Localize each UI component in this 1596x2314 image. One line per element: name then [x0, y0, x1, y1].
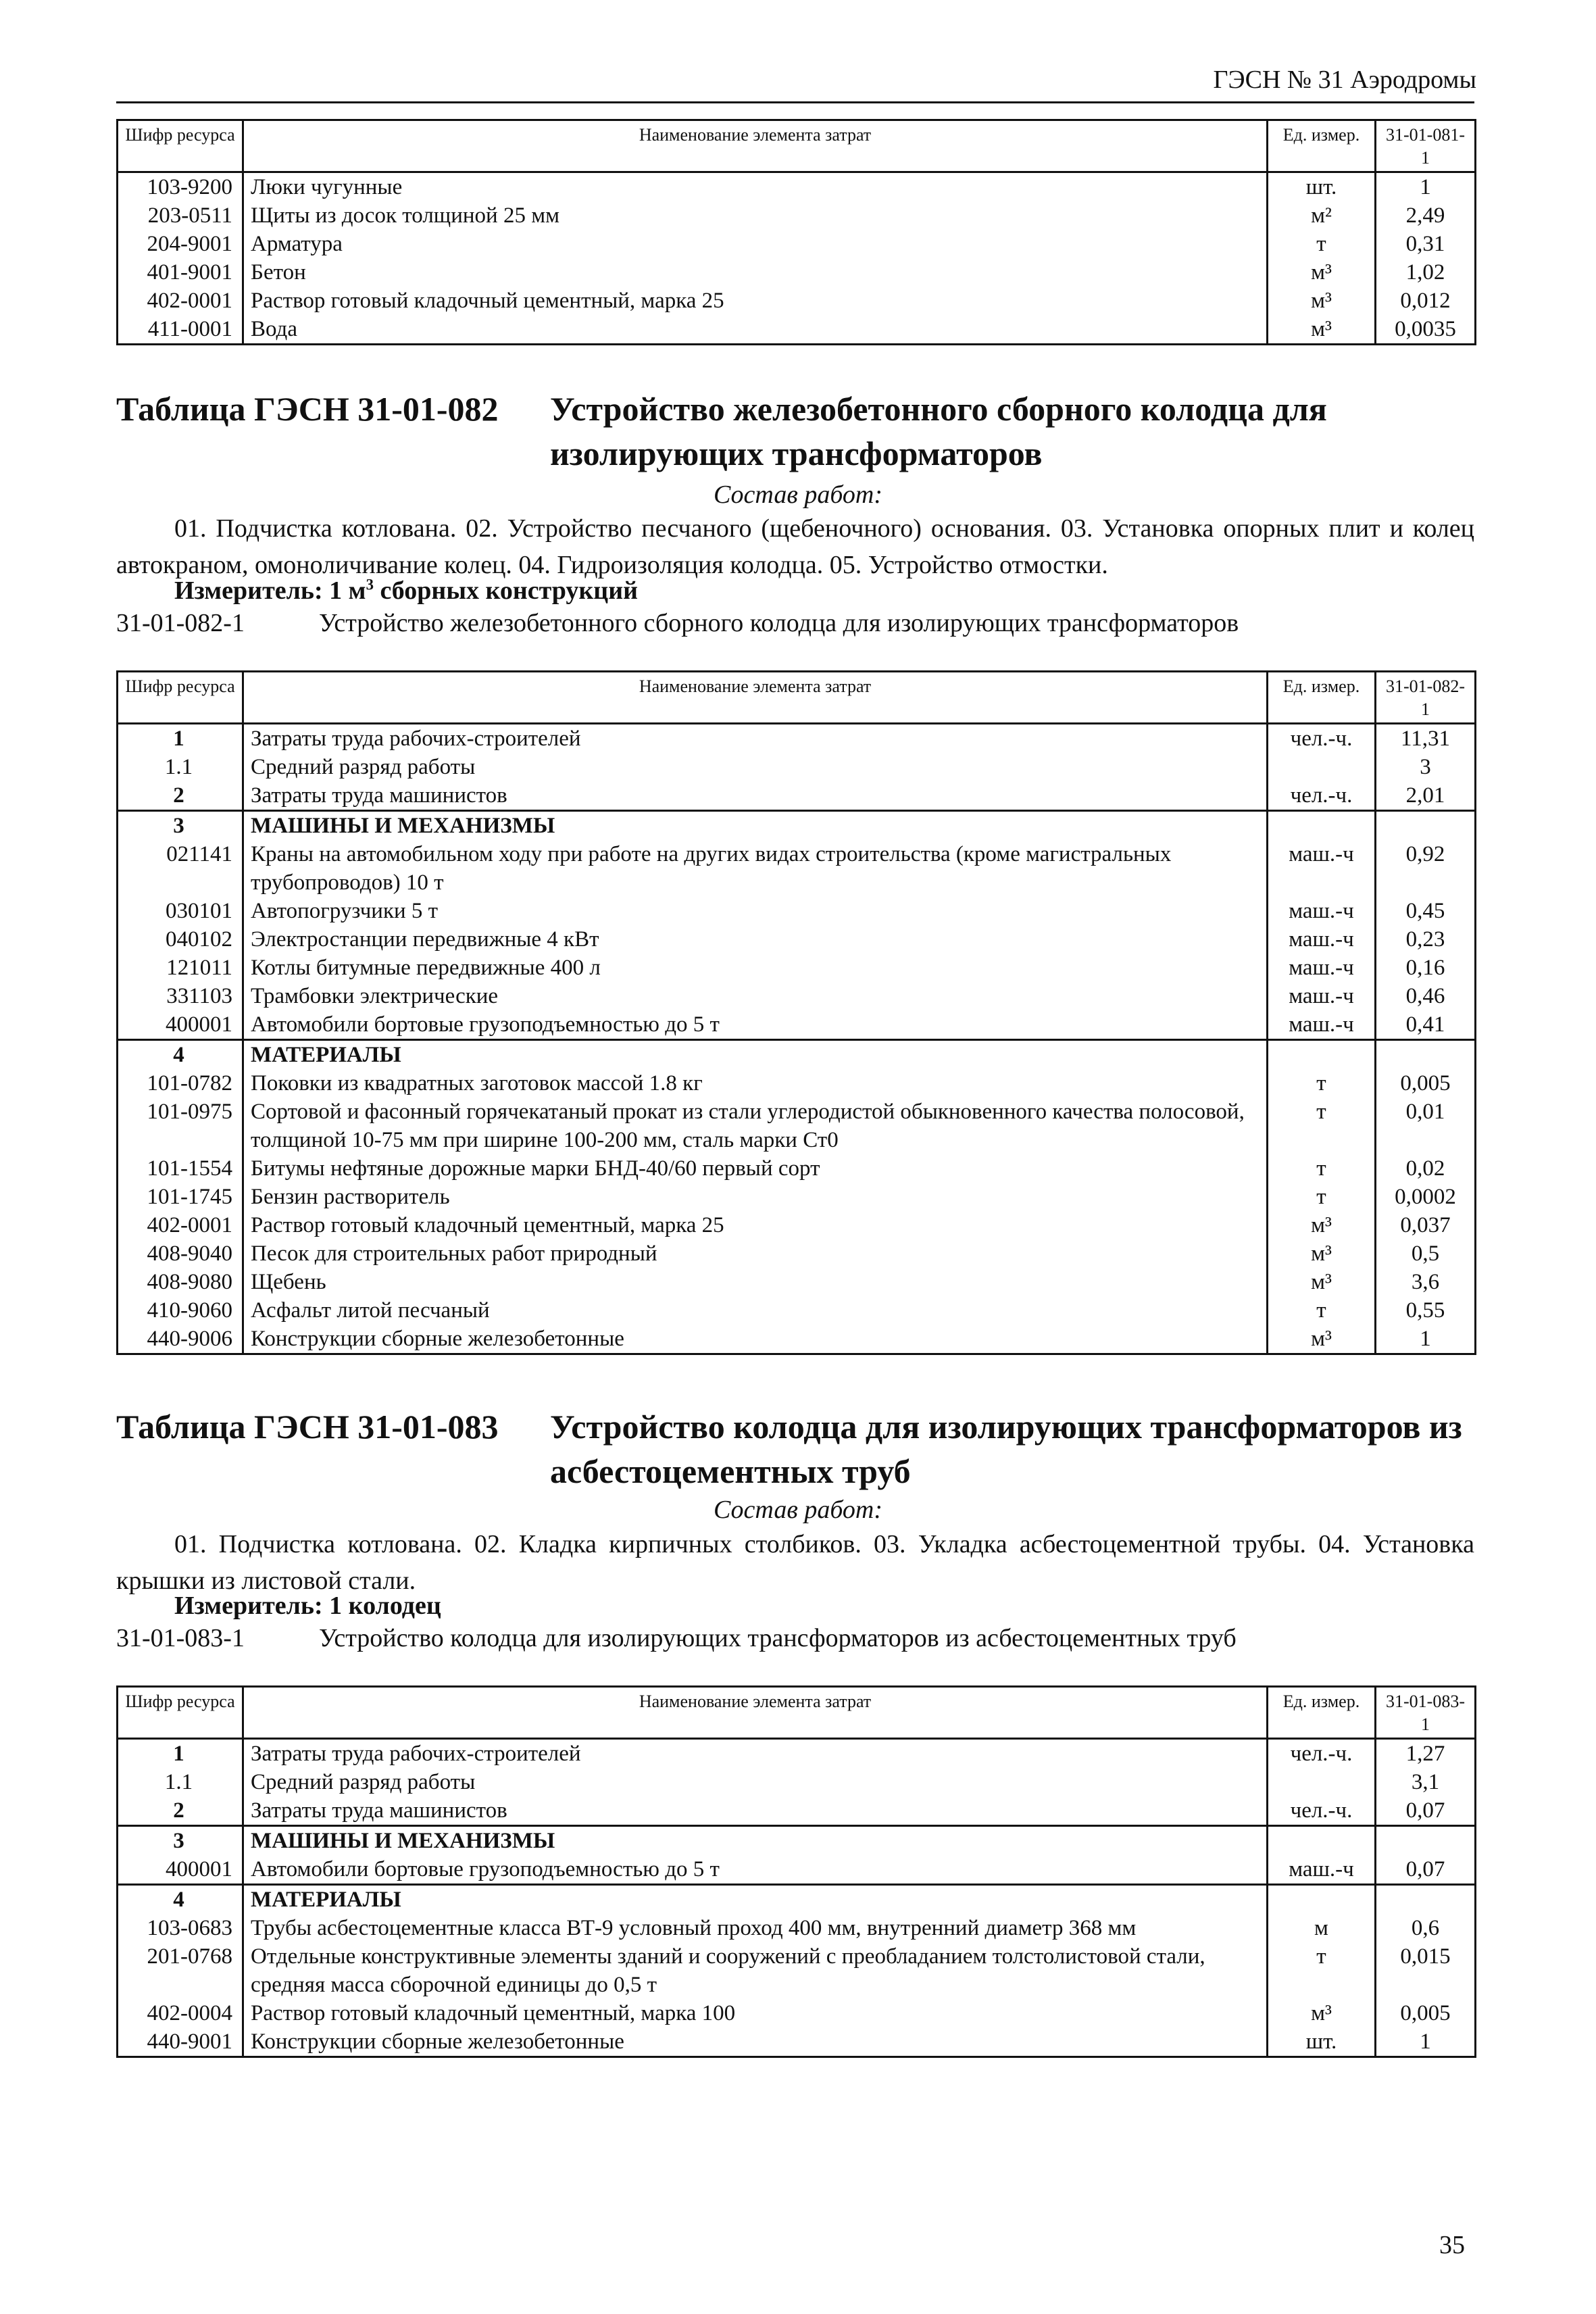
cell-value: 1 — [1376, 172, 1476, 202]
table-row — [118, 1739, 1476, 1769]
cell-value — [1376, 811, 1476, 841]
cell-unit: м³ — [1268, 258, 1376, 287]
cell-name: Котлы битумные передвижные 400 л — [243, 954, 1268, 982]
table-row — [118, 1826, 1476, 1856]
cell-unit: м³ — [1268, 1239, 1376, 1268]
cell-code: 402-0004 — [118, 1999, 243, 2027]
cell-value: 0,005 — [1376, 1999, 1476, 2027]
cell-code: 4 — [118, 1040, 243, 1070]
table-header-row — [118, 672, 1476, 724]
cell-value: 11,31 — [1376, 724, 1476, 754]
header-unit: Ед. измер. — [1268, 1687, 1376, 1739]
table-row — [118, 1069, 1476, 1098]
cell-name: Отдельные конструктивные элементы зданий и сооружений с преобладанием толстолистовой стали, средняя масса сборочной единицы до 0,5 т — [243, 1942, 1268, 1999]
header-item-code: 31-01-082-1 — [1376, 672, 1476, 724]
cell-name: Арматура — [243, 230, 1268, 258]
cell-name: Раствор готовый кладочный цементный, марка 25 — [243, 1211, 1268, 1239]
cell-code: 021141 — [118, 840, 243, 897]
cell-name: Песок для строительных работ природный — [243, 1239, 1268, 1268]
cell-unit: маш.-ч — [1268, 925, 1376, 954]
cell-code: 2 — [118, 1796, 243, 1826]
cell-value: 1 — [1376, 1325, 1476, 1354]
cell-code: 1 — [118, 1739, 243, 1769]
cell-unit — [1268, 1768, 1376, 1796]
table-row — [118, 925, 1476, 954]
cell-code: 204-9001 — [118, 230, 243, 258]
cell-code: 408-9080 — [118, 1268, 243, 1296]
cell-name: Затраты труда рабочих-строителей — [243, 1739, 1268, 1769]
header-rule — [116, 101, 1474, 103]
table-row — [118, 724, 1476, 754]
cell-value: 0,31 — [1376, 230, 1476, 258]
section-082-work-label: Состав работ: — [713, 481, 883, 509]
cell-name: Краны на автомобильном ходу при работе на других видах строительства (кроме магистральных трубопроводов) 10 т — [243, 840, 1268, 897]
section-082-item-name: Устройство железобетонного сборного колодца для изолирующих трансформаторов — [319, 609, 1239, 637]
cell-code: 408-9040 — [118, 1239, 243, 1268]
section-083-item-name: Устройство колодца для изолирующих трансформаторов из асбестоцементных труб — [319, 1624, 1237, 1652]
cell-unit: маш.-ч — [1268, 982, 1376, 1010]
cell-name: Автомобили бортовые грузоподъемностью до 5 т — [243, 1855, 1268, 1885]
cell-value: 1 — [1376, 2027, 1476, 2057]
cell-unit — [1268, 1826, 1376, 1856]
header-name: Наименование элемента затрат — [243, 1687, 1268, 1739]
cell-code: 101-1554 — [118, 1154, 243, 1183]
cell-unit: шт. — [1268, 172, 1376, 202]
table-row — [118, 1855, 1476, 1885]
cell-value — [1376, 1040, 1476, 1070]
section-082-measure: Измеритель: 1 $м^3$ сборных конструкций — [174, 576, 638, 605]
table-row — [118, 315, 1476, 345]
cell-unit: маш.-ч — [1268, 954, 1376, 982]
header-unit: Ед. измер. — [1268, 120, 1376, 172]
cell-value: 0,07 — [1376, 1796, 1476, 1826]
section-082-item-code: 31-01-082-1 — [116, 609, 245, 637]
cell-unit: т — [1268, 1942, 1376, 1999]
section-083-title: Устройство колодца для изолирующих трансформаторов из асбестоцементных труб — [550, 1408, 1462, 1490]
cell-code: 440-9006 — [118, 1325, 243, 1354]
cell-name: Затраты труда рабочих-строителей — [243, 724, 1268, 754]
cell-value: 0,015 — [1376, 1942, 1476, 1999]
header-item-code: 31-01-083-1 — [1376, 1687, 1476, 1739]
section-082-title: Устройство железобетонного сборного колодца для изолирующих трансформаторов — [550, 390, 1327, 472]
cell-name: Средний разряд работы — [243, 753, 1268, 781]
cell-name: Средний разряд работы — [243, 1768, 1268, 1796]
table-row — [118, 1040, 1476, 1070]
cell-value: 1,27 — [1376, 1739, 1476, 1769]
table-header-row — [118, 120, 1476, 172]
cell-value: 0,16 — [1376, 954, 1476, 982]
table-row — [118, 1268, 1476, 1296]
cell-value: 0,0035 — [1376, 315, 1476, 345]
section-083-item — [116, 1623, 1474, 1653]
cell-name: Раствор готовый кладочный цементный, марка 100 — [243, 1999, 1268, 2027]
table-row — [118, 954, 1476, 982]
cell-unit: т — [1268, 1183, 1376, 1211]
cell-value: 3 — [1376, 753, 1476, 781]
cell-code: 203-0511 — [118, 201, 243, 230]
cell-name: МАТЕРИАЛЫ — [243, 1885, 1268, 1915]
cell-value: 0,005 — [1376, 1069, 1476, 1098]
cell-code: 1 — [118, 724, 243, 754]
section-082-work-body: 01. Подчистка котлована. 02. Устройство песчаного (щебеночного) основания. 03. Установка опорных плит и колец автокраном, омоноличивание колец. 04. Гидроизоляция колодца. 05. Устройство отмостки. — [116, 514, 1474, 579]
table-row — [118, 258, 1476, 287]
cell-unit: т — [1268, 1069, 1376, 1098]
cell-unit: м³ — [1268, 315, 1376, 345]
cell-name: Асфальт литой песчаный — [243, 1296, 1268, 1325]
cell-code: 3 — [118, 811, 243, 841]
cell-unit: маш.-ч — [1268, 1010, 1376, 1040]
resource-table-081 — [116, 119, 1476, 345]
cell-value: 0,45 — [1376, 897, 1476, 925]
section-082-code: Таблица ГЭСН 31-01-082 — [116, 390, 499, 428]
cell-name: Вода — [243, 315, 1268, 345]
cell-code: 201-0768 — [118, 1942, 243, 1999]
cell-unit: м — [1268, 1914, 1376, 1942]
cell-name: МАШИНЫ И МЕХАНИЗМЫ — [243, 811, 1268, 841]
table-row — [118, 1325, 1476, 1354]
page-number: 35 — [1439, 2231, 1465, 2259]
cell-code: 101-0782 — [118, 1069, 243, 1098]
table-row — [118, 1239, 1476, 1268]
cell-code: 331103 — [118, 982, 243, 1010]
cell-unit: т — [1268, 1296, 1376, 1325]
cell-unit: м³ — [1268, 1211, 1376, 1239]
cell-value: 0,037 — [1376, 1211, 1476, 1239]
table-row — [118, 1010, 1476, 1040]
cell-value: 1,02 — [1376, 258, 1476, 287]
table-row — [118, 1183, 1476, 1211]
table-row — [118, 287, 1476, 315]
cell-name: Поковки из квадратных заготовок массой 1.8 кг — [243, 1069, 1268, 1098]
cell-value: 0,23 — [1376, 925, 1476, 954]
cell-name: Автопогрузчики 5 т — [243, 897, 1268, 925]
header-item-code: 31-01-081-1 — [1376, 120, 1476, 172]
cell-code: 1.1 — [118, 753, 243, 781]
cell-code: 411-0001 — [118, 315, 243, 345]
cell-value: 0,5 — [1376, 1239, 1476, 1268]
cell-name: Люки чугунные — [243, 172, 1268, 202]
cell-name: Затраты труда машинистов — [243, 1796, 1268, 1826]
cell-name: Электростанции передвижные 4 кВт — [243, 925, 1268, 954]
cell-unit: м³ — [1268, 1268, 1376, 1296]
cell-unit: чел.-ч. — [1268, 724, 1376, 754]
cell-value: 0,01 — [1376, 1098, 1476, 1154]
cell-unit: маш.-ч — [1268, 897, 1376, 925]
cell-unit — [1268, 811, 1376, 841]
cell-name: Битумы нефтяные дорожные марки БНД-40/60 первый сорт — [243, 1154, 1268, 1183]
cell-code: 400001 — [118, 1010, 243, 1040]
table-row — [118, 1999, 1476, 2027]
cell-name: Щебень — [243, 1268, 1268, 1296]
cell-unit: м² — [1268, 201, 1376, 230]
cell-value: 2,01 — [1376, 781, 1476, 811]
cell-code: 402-0001 — [118, 1211, 243, 1239]
cell-code: 440-9001 — [118, 2027, 243, 2057]
cell-code: 3 — [118, 1826, 243, 1856]
section-082-item — [116, 608, 1474, 638]
cell-value: 0,55 — [1376, 1296, 1476, 1325]
cell-value: 3,1 — [1376, 1768, 1476, 1796]
cell-name: Сортовой и фасонный горячекатаный прокат из стали углеродистой обыкновенного качества полосовой, толщиной 10-75 мм при ширине 100-200 мм, сталь марки Ст0 — [243, 1098, 1268, 1154]
cell-code: 402-0001 — [118, 287, 243, 315]
cell-unit: маш.-ч — [1268, 840, 1376, 897]
cell-name: Конструкции сборные железобетонные — [243, 1325, 1268, 1354]
cell-code: 101-0975 — [118, 1098, 243, 1154]
header-name: Наименование элемента затрат — [243, 672, 1268, 724]
header-code: Шифр ресурса — [118, 672, 243, 724]
resource-table-082 — [116, 670, 1476, 1355]
cell-unit — [1268, 1040, 1376, 1070]
cell-name: Бетон — [243, 258, 1268, 287]
table-row — [118, 1885, 1476, 1915]
cell-code: 410-9060 — [118, 1296, 243, 1325]
cell-name: Конструкции сборные железобетонные — [243, 2027, 1268, 2057]
cell-code: 400001 — [118, 1855, 243, 1885]
table-row — [118, 1154, 1476, 1183]
table-row — [118, 753, 1476, 781]
cell-value: 0,0002 — [1376, 1183, 1476, 1211]
section-083-item-code: 31-01-083-1 — [116, 1624, 245, 1652]
cell-name: МАШИНЫ И МЕХАНИЗМЫ — [243, 1826, 1268, 1856]
cell-value: 0,07 — [1376, 1855, 1476, 1885]
cell-value: 2,49 — [1376, 201, 1476, 230]
cell-value — [1376, 1826, 1476, 1856]
cell-unit: чел.-ч. — [1268, 1739, 1376, 1769]
section-082-work-text — [116, 510, 1474, 583]
table-row — [118, 897, 1476, 925]
cell-unit: чел.-ч. — [1268, 1796, 1376, 1826]
cell-value — [1376, 1885, 1476, 1915]
cell-value: 0,92 — [1376, 840, 1476, 897]
cell-unit: чел.-ч. — [1268, 781, 1376, 811]
table-row — [118, 811, 1476, 841]
table-row — [118, 1914, 1476, 1942]
cell-unit: т — [1268, 1098, 1376, 1154]
table-row — [118, 1211, 1476, 1239]
cell-value: 0,02 — [1376, 1154, 1476, 1183]
cell-name: Трамбовки электрические — [243, 982, 1268, 1010]
table-row — [118, 1796, 1476, 1826]
table-row — [118, 1296, 1476, 1325]
resource-table-083 — [116, 1685, 1476, 2058]
header-name: Наименование элемента затрат — [243, 120, 1268, 172]
table-row — [118, 1768, 1476, 1796]
section-083-work-label: Состав работ: — [713, 1496, 883, 1524]
cell-name: МАТЕРИАЛЫ — [243, 1040, 1268, 1070]
table-row — [118, 781, 1476, 811]
cell-code: 103-0683 — [118, 1914, 243, 1942]
cell-name: Бензин растворитель — [243, 1183, 1268, 1211]
cell-code: 040102 — [118, 925, 243, 954]
cell-unit: м³ — [1268, 1999, 1376, 2027]
cell-unit: м³ — [1268, 287, 1376, 315]
cell-value: 0,41 — [1376, 1010, 1476, 1040]
cell-code: 401-9001 — [118, 258, 243, 287]
table-row — [118, 1098, 1476, 1154]
cell-code: 103-9200 — [118, 172, 243, 202]
cell-code: 4 — [118, 1885, 243, 1915]
cell-value: 0,46 — [1376, 982, 1476, 1010]
cell-unit — [1268, 753, 1376, 781]
header-code: Шифр ресурса — [118, 120, 243, 172]
cell-unit: шт. — [1268, 2027, 1376, 2057]
cell-value: 0,6 — [1376, 1914, 1476, 1942]
running-header: ГЭСН № 31 Аэродромы — [1213, 66, 1476, 94]
section-083-work-body: 01. Подчистка котлована. 02. Кладка кирпичных столбиков. 03. Укладка асбестоцементной трубы. 04. Установка крышки из листовой стали. — [116, 1530, 1474, 1595]
cell-value: 3,6 — [1376, 1268, 1476, 1296]
cell-name: Щиты из досок толщиной 25 мм — [243, 201, 1268, 230]
cell-unit: м³ — [1268, 1325, 1376, 1354]
table-row — [118, 840, 1476, 897]
table-row — [118, 230, 1476, 258]
cell-code: 1.1 — [118, 1768, 243, 1796]
section-083-measure: Измеритель: 1 колодец — [174, 1592, 441, 1620]
cell-name: Автомобили бортовые грузоподъемностью до 5 т — [243, 1010, 1268, 1040]
header-unit: Ед. измер. — [1268, 672, 1376, 724]
table-row — [118, 982, 1476, 1010]
cell-name: Затраты труда машинистов — [243, 781, 1268, 811]
header-code: Шифр ресурса — [118, 1687, 243, 1739]
cell-code: 101-1745 — [118, 1183, 243, 1211]
table-row — [118, 201, 1476, 230]
cell-unit: т — [1268, 1154, 1376, 1183]
cell-value: 0,012 — [1376, 287, 1476, 315]
cell-unit — [1268, 1885, 1376, 1915]
table-header-row — [118, 1687, 1476, 1739]
cell-code: 030101 — [118, 897, 243, 925]
section-083-work-text — [116, 1526, 1474, 1599]
table-row — [118, 172, 1476, 202]
cell-unit: т — [1268, 230, 1376, 258]
table-row — [118, 1942, 1476, 1999]
cell-name: Трубы асбестоцементные класса ВТ-9 условный проход 400 мм, внутренний диаметр 368 мм — [243, 1914, 1268, 1942]
table-row — [118, 2027, 1476, 2057]
cell-code: 121011 — [118, 954, 243, 982]
cell-unit: маш.-ч — [1268, 1855, 1376, 1885]
section-083-code: Таблица ГЭСН 31-01-083 — [116, 1408, 499, 1446]
cell-code: 2 — [118, 781, 243, 811]
cell-name: Раствор готовый кладочный цементный, марка 25 — [243, 287, 1268, 315]
